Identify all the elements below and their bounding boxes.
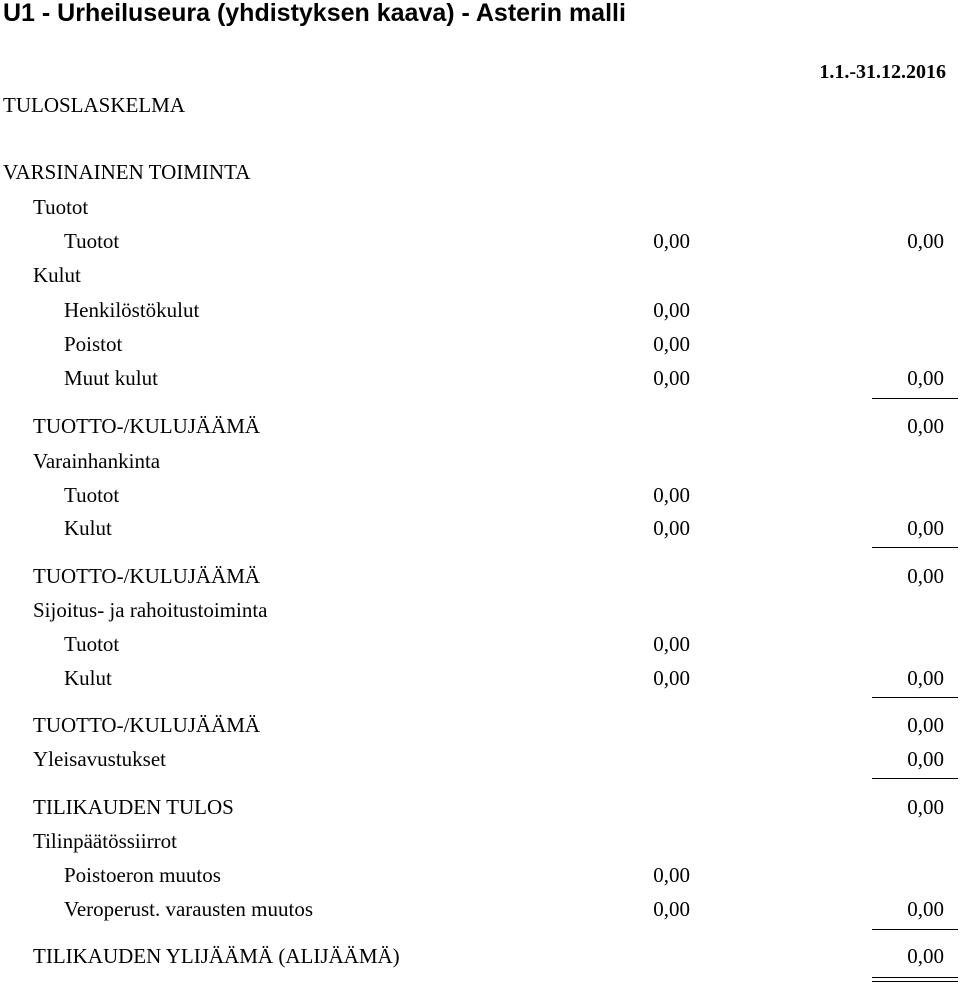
- row-label: Poistoeron muutos: [64, 863, 221, 887]
- row-label: Kulut: [64, 516, 112, 540]
- row-label: TILIKAUDEN TULOS: [33, 795, 234, 819]
- row-amount-total: 0,00: [907, 713, 944, 737]
- row-amount-detail: 0,00: [653, 666, 690, 690]
- row-amount-total: 0,00: [907, 897, 944, 921]
- section-heading: VARSINAINEN TOIMINTA: [3, 160, 251, 184]
- final-total-double-rule-top: [872, 977, 958, 978]
- document-title: U1 - Urheiluseura (yhdistyksen kaava) - Asterin malli: [3, 0, 626, 27]
- subtotal-rule: [872, 398, 958, 399]
- row-label: Henkilöstökulut: [64, 298, 200, 322]
- statement-row-period-result: [0, 797, 960, 821]
- row-amount-detail: 0,00: [653, 229, 690, 253]
- row-label: TUOTTO-/KULUJÄÄMÄ: [33, 414, 261, 438]
- row-amount-detail: 0,00: [653, 632, 690, 656]
- statement-row-revenue-group: [0, 197, 960, 221]
- statement-row-depreciation-difference: [0, 865, 960, 889]
- row-amount-total: 0,00: [907, 944, 944, 968]
- subtotal-rule: [872, 929, 958, 930]
- statement-row-personnel-expenses: [0, 300, 960, 324]
- row-amount-detail: 0,00: [653, 298, 690, 322]
- subtotal-rule: [872, 547, 958, 548]
- row-amount-detail: 0,00: [653, 483, 690, 507]
- statement-row-investment-expenses: [0, 668, 960, 692]
- statement-row-surplus: [0, 715, 960, 739]
- row-label: Tuotot: [64, 483, 120, 507]
- row-amount-detail: 0,00: [653, 516, 690, 540]
- row-label: Tuotot: [64, 229, 120, 253]
- statement-row-surplus: [0, 416, 960, 440]
- row-label: Poistot: [64, 332, 123, 356]
- row-amount-detail: 0,00: [653, 897, 690, 921]
- row-amount-total: 0,00: [907, 795, 944, 819]
- row-amount-total: 0,00: [907, 516, 944, 540]
- row-amount-detail: 0,00: [653, 332, 690, 356]
- statement-row-depreciation: [0, 334, 960, 358]
- row-amount-total: 0,00: [907, 229, 944, 253]
- row-amount-total: 0,00: [907, 414, 944, 438]
- row-label: Sijoitus- ja rahoitustoiminta: [33, 598, 268, 622]
- statement-row-closing-transfers-group: [0, 831, 960, 855]
- row-label: Yleisavustukset: [33, 747, 166, 771]
- statement-row-surplus: [0, 566, 960, 590]
- row-label: Kulut: [33, 263, 81, 287]
- statement-row-general-grants: [0, 749, 960, 773]
- row-amount-total: 0,00: [907, 366, 944, 390]
- statement-row-fundraising-group: [0, 451, 960, 475]
- row-label: Tuotot: [64, 632, 120, 656]
- statement-row-investment-revenue: [0, 634, 960, 658]
- row-amount-total: 0,00: [907, 747, 944, 771]
- row-label: TUOTTO-/KULUJÄÄMÄ: [33, 713, 261, 737]
- subtotal-rule: [872, 778, 958, 779]
- row-label: TUOTTO-/KULUJÄÄMÄ: [33, 564, 261, 588]
- row-label: TILIKAUDEN YLIJÄÄMÄ (ALIJÄÄMÄ): [33, 944, 400, 968]
- statement-row-fundraising-revenue: [0, 485, 960, 509]
- statement-row-revenue: [0, 231, 960, 255]
- report-heading: TULOSLASKELMA: [3, 93, 185, 117]
- row-label: Tuotot: [33, 195, 89, 219]
- row-amount-detail: 0,00: [653, 863, 690, 887]
- row-label: Tilinpäätössiirrot: [33, 829, 177, 853]
- statement-row-tax-reserves-change: [0, 899, 960, 923]
- row-label: Muut kulut: [64, 366, 158, 390]
- row-label: Kulut: [64, 666, 112, 690]
- statement-row-other-expenses: [0, 368, 960, 392]
- period-header: 1.1.-31.12.2016: [819, 61, 946, 83]
- final-total-double-rule-bottom: [872, 981, 958, 982]
- row-amount-total: 0,00: [907, 564, 944, 588]
- row-amount-detail: 0,00: [653, 366, 690, 390]
- subtotal-rule: [872, 697, 958, 698]
- statement-row-expenses-group: [0, 265, 960, 289]
- row-amount-total: 0,00: [907, 666, 944, 690]
- statement-row-investment-group: [0, 600, 960, 624]
- row-label: Veroperust. varausten muutos: [64, 897, 314, 921]
- statement-row-fundraising-expenses: [0, 518, 960, 542]
- statement-row-period-surplus: [0, 946, 960, 970]
- row-label: Varainhankinta: [33, 449, 161, 473]
